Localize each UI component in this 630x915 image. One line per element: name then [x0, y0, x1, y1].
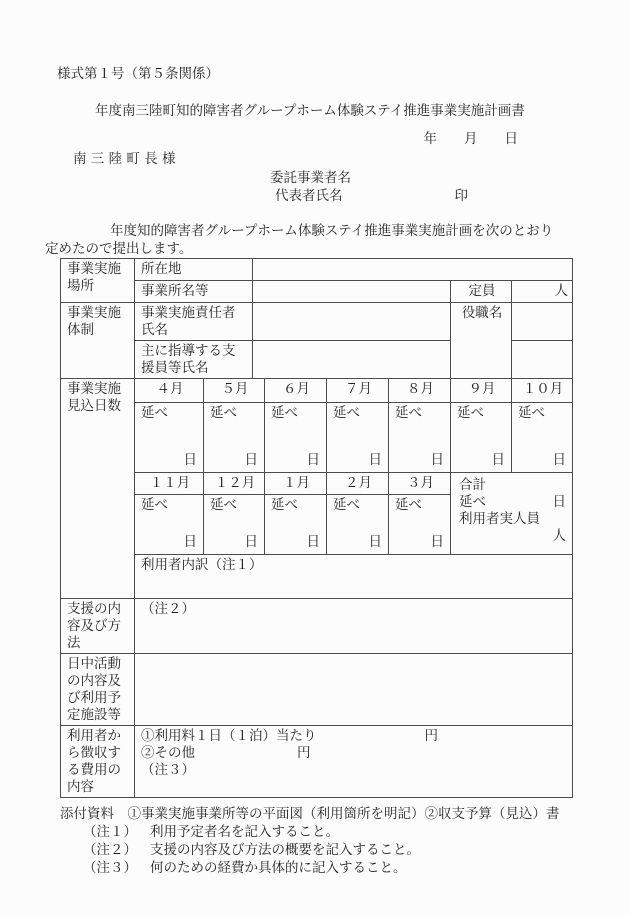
plan-form-table [60, 258, 573, 798]
days-cell-oct [512, 403, 573, 473]
position-value-cell-1 [512, 303, 573, 341]
fee-line-1 [141, 728, 568, 745]
days-cell-feb [327, 495, 389, 555]
day-unit: 日 [244, 534, 258, 550]
days-cell-aug [389, 403, 451, 473]
month-header-mar: ３月 [389, 473, 451, 495]
days-cell-jan [265, 495, 327, 555]
note2-label: （注２） [83, 842, 137, 858]
day-unit: 日 [244, 452, 258, 468]
fee-line1-label: ①利用料１日（１泊）当たり [141, 728, 317, 744]
section-label-structure: 事業実施体制 [61, 303, 135, 379]
user-breakdown-cell: 利用者内訳（注１） [135, 555, 573, 599]
office-name-value-cell [253, 281, 451, 303]
day-unit: 日 [430, 452, 444, 468]
nobe-label: 延べ [333, 497, 360, 513]
total-nobe-label: 延べ [459, 494, 486, 510]
fee-line2-unit: 円 [297, 745, 311, 761]
total-label: 合計 [459, 477, 486, 493]
month-header-sep: ９月 [451, 379, 512, 403]
body-text-line1: 年度知的障害者グループホーム体験ステイ推進事業実施計画を次のとおり [110, 223, 554, 239]
representative-line [275, 187, 630, 205]
nobe-label: 延べ [210, 497, 237, 513]
note-row-3 [83, 859, 630, 877]
supporter-name-label: 主に指導する支援員等氏名 [135, 341, 253, 379]
daytime-content-cell [135, 654, 573, 726]
manager-name-label: 事業実施責任者氏名 [135, 303, 253, 341]
section-label-fees: 利用者から徴収する費用の内容 [61, 726, 135, 798]
month-header-feb: ２月 [327, 473, 389, 495]
section-label-location: 事業実施場所 [61, 259, 135, 303]
office-name-label: 事業所名等 [135, 281, 253, 303]
day-unit: 日 [183, 452, 197, 468]
form-number: 様式第１号（第５条関係） [57, 66, 219, 82]
days-cell-sep [451, 403, 512, 473]
day-unit: 日 [368, 534, 382, 550]
total-person-unit: 人 [552, 528, 567, 544]
note3-text: 何のための経費か具体的に記入すること。 [150, 860, 407, 876]
section-label-days: 事業実施見込日数 [61, 379, 135, 599]
representative-label: 代表者氏名 [275, 188, 343, 204]
capacity-label: 定員 [451, 281, 512, 303]
total-users-label: 利用者実人員 [459, 511, 540, 527]
position-value-cell-2 [512, 341, 573, 379]
nobe-label: 延べ [395, 497, 422, 513]
nobe-label: 延べ [518, 405, 545, 421]
nobe-label: 延べ [271, 497, 298, 513]
date-line: 年 月 日 [423, 131, 518, 147]
total-day-unit: 日 [552, 494, 567, 510]
note-row-2 [83, 841, 630, 859]
capacity-unit-cell: 人 [512, 281, 573, 303]
day-unit: 日 [306, 534, 320, 550]
month-header-nov: １１月 [135, 473, 204, 495]
nobe-label: 延べ [210, 405, 237, 421]
fee-note: （注３） [141, 762, 195, 778]
note3-label: （注３） [83, 860, 137, 876]
position-label: 役職名 [451, 303, 512, 379]
manager-name-value-cell [253, 303, 451, 341]
month-header-dec: １２月 [204, 473, 265, 495]
nobe-label: 延べ [271, 405, 298, 421]
month-header-jul: ７月 [327, 379, 389, 403]
fees-content-cell [135, 726, 573, 798]
days-cell-dec [204, 495, 265, 555]
days-cell-nov [135, 495, 204, 555]
total-cell [451, 473, 573, 555]
footer-notes [60, 805, 630, 877]
nobe-label: 延べ [457, 405, 484, 421]
note-row-1 [83, 823, 630, 841]
nobe-label: 延べ [141, 497, 168, 513]
fee-line1-unit: 円 [424, 728, 438, 744]
month-header-apr: ４月 [135, 379, 204, 403]
seal-mark: 印 [454, 188, 468, 204]
fee-line2-label: ②その他 [141, 745, 195, 761]
day-unit: 日 [552, 452, 567, 468]
days-cell-jun [265, 403, 327, 473]
nobe-label: 延べ [333, 405, 360, 421]
section-label-support: 支援の内容及び方法 [61, 599, 135, 654]
day-unit: 日 [368, 452, 382, 468]
day-unit: 日 [491, 452, 505, 468]
address-value-cell [253, 259, 573, 281]
days-cell-mar [389, 495, 451, 555]
day-unit: 日 [183, 534, 197, 550]
body-text-line2: 定めたので提出します。 [45, 241, 193, 257]
note1-text: 利用予定者名を記入すること。 [150, 824, 339, 840]
days-cell-apr [135, 403, 204, 473]
note2-text: 支援の内容及び方法の概要を記入すること。 [150, 842, 420, 858]
nobe-label: 延べ [395, 405, 422, 421]
address-label: 所在地 [135, 259, 253, 281]
attachments-line: 添付資料 ①事業実施事業所等の平面図（利用箇所を明記）②収支予算（見込）書 [60, 806, 560, 822]
month-header-may: ５月 [204, 379, 265, 403]
month-header-jan: １月 [265, 473, 327, 495]
day-unit: 日 [430, 534, 444, 550]
month-header-jun: ６月 [265, 379, 327, 403]
support-content-cell: （注２） [135, 599, 573, 654]
note1-label: （注１） [83, 824, 137, 840]
nobe-label: 延べ [141, 405, 168, 421]
supporter-name-value-cell [253, 341, 451, 379]
month-header-aug: ８月 [389, 379, 451, 403]
fee-line-2 [141, 745, 568, 762]
addressee: 南 三 陸 町 長 様 [73, 151, 176, 167]
days-cell-jul [327, 403, 389, 473]
section-label-daytime: 日中活動の内容及び利用予定施設等 [61, 654, 135, 726]
document-title: 年度南三陸町知的障害者グループホーム体験ステイ推進事業実施計画書 [95, 103, 525, 119]
day-unit: 日 [306, 452, 320, 468]
days-cell-may [204, 403, 265, 473]
month-header-oct: １０月 [512, 379, 573, 403]
entrusted-business-label: 委託事業者名 [270, 170, 351, 186]
